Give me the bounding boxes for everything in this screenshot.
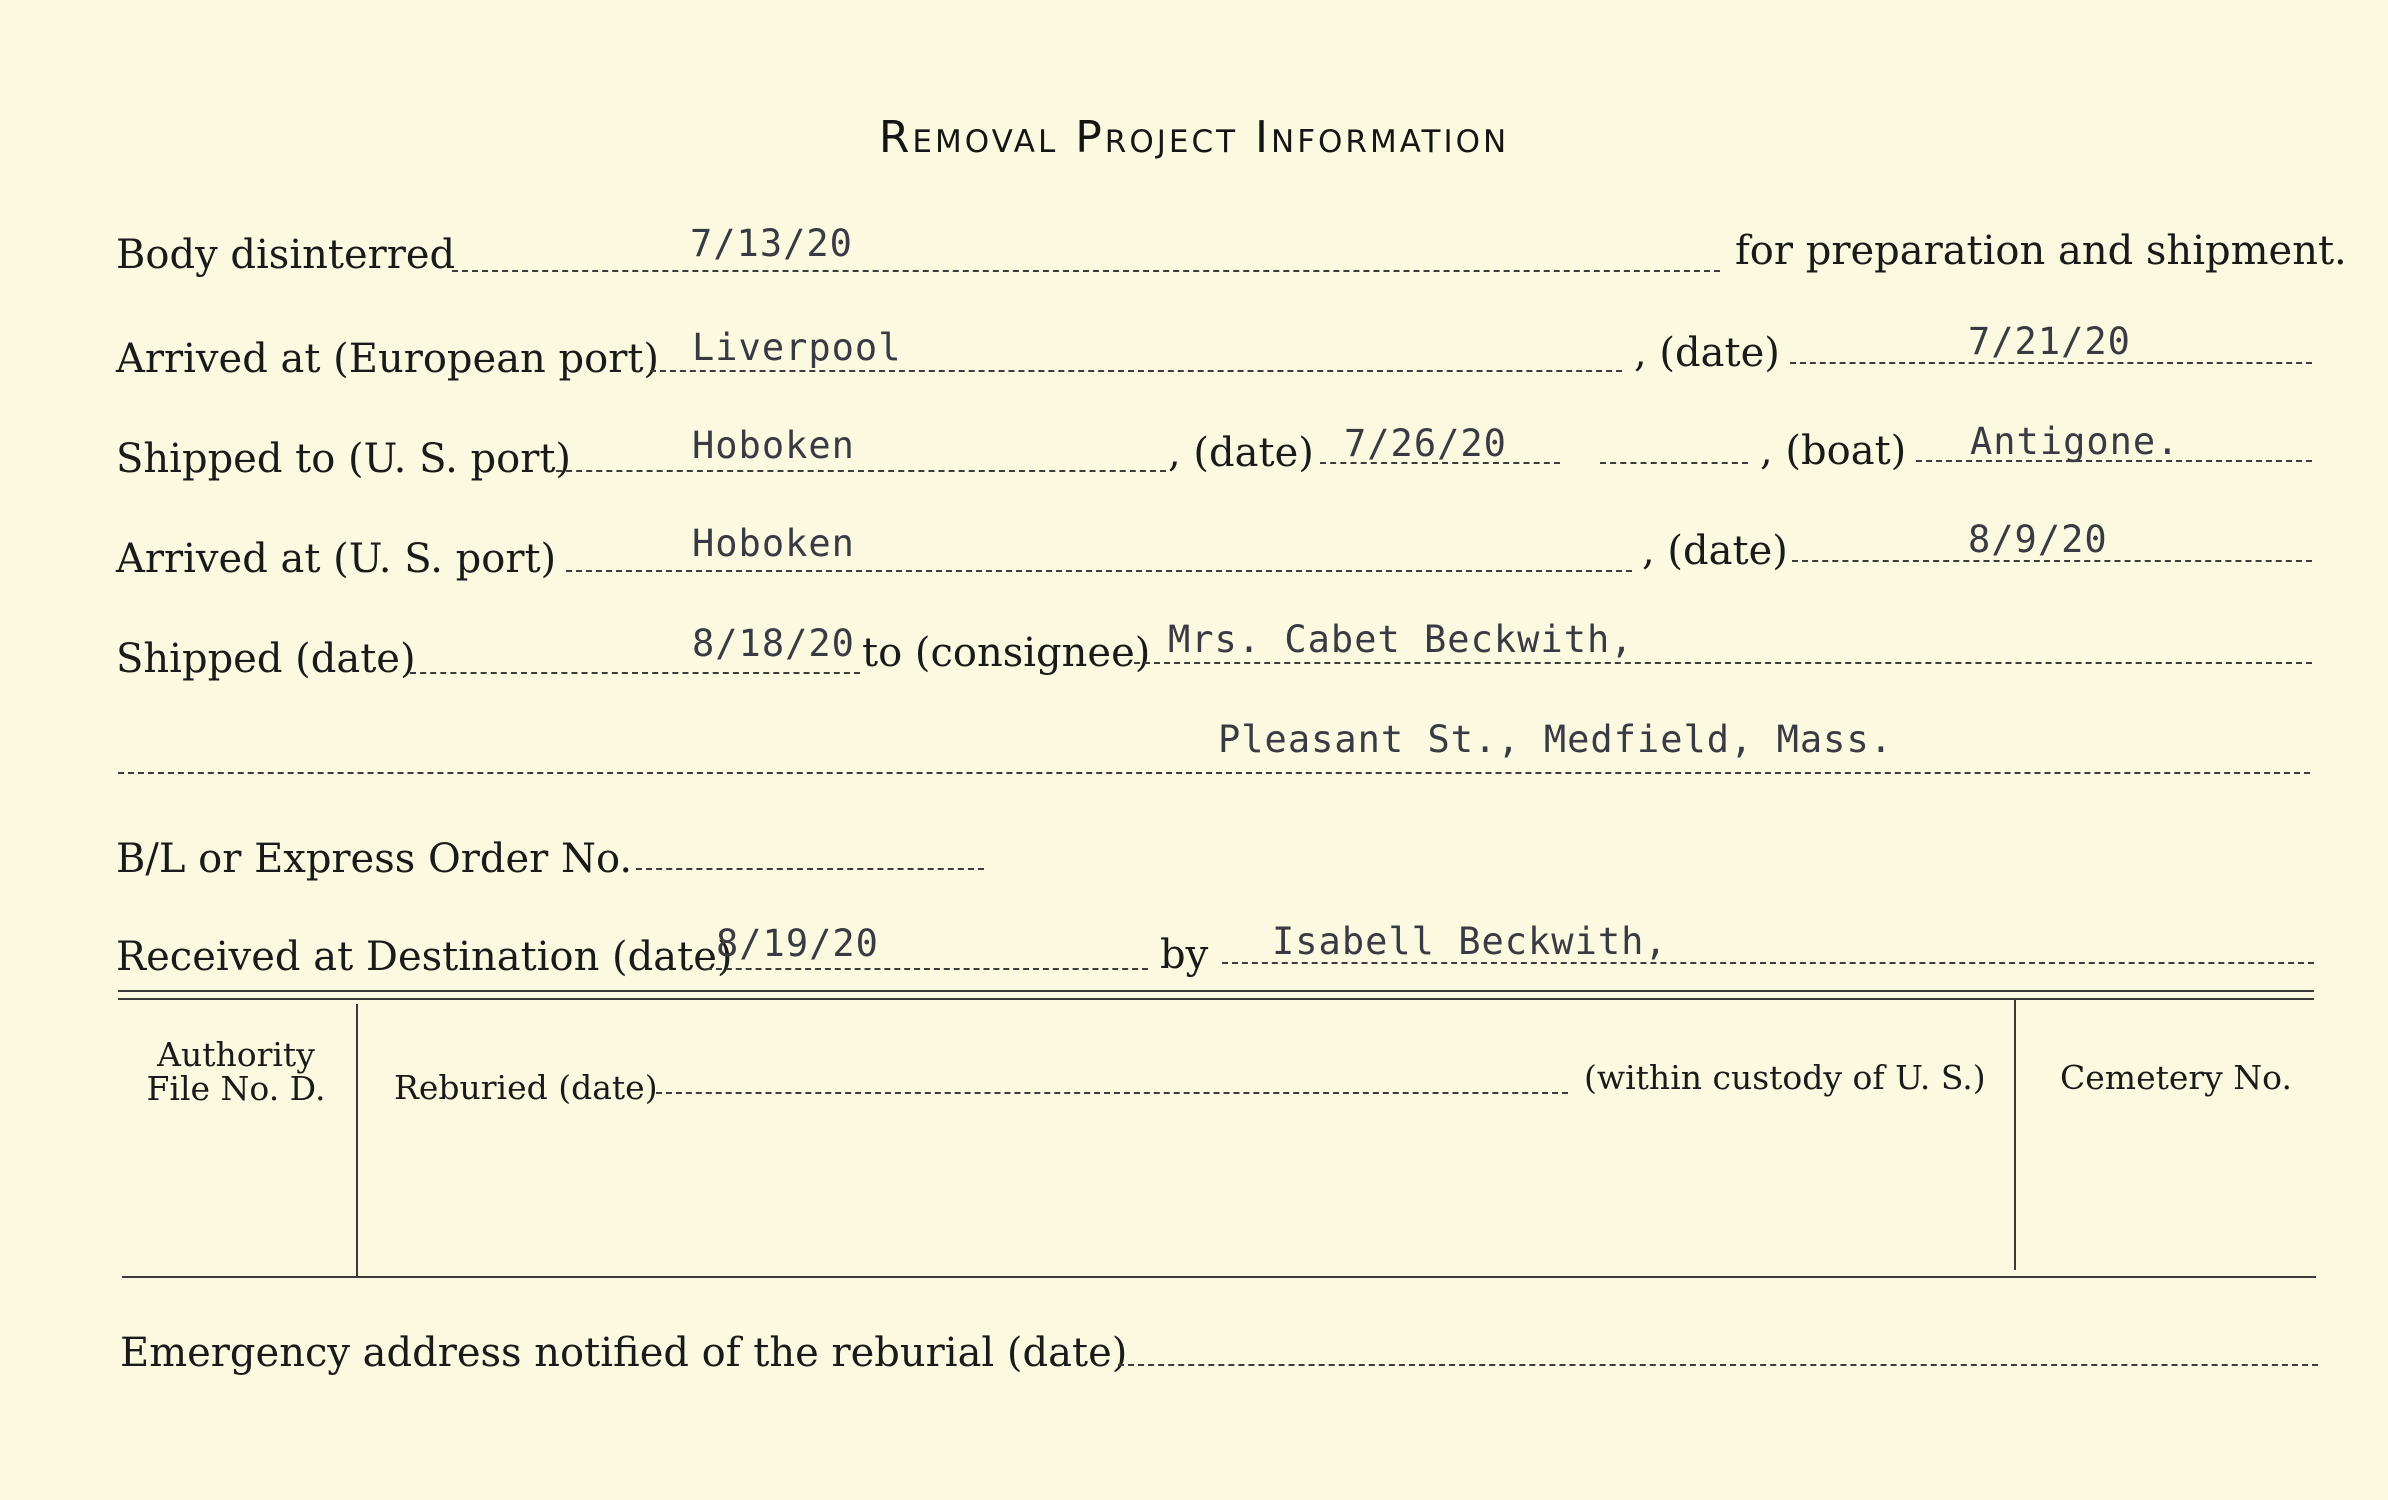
authority-file-no-line: File No. D. [146, 1069, 326, 1108]
shipped-to-us-port-value: Hoboken [692, 424, 855, 467]
arrived-us-label: Arrived at (U. S. port) [116, 536, 557, 582]
shipped-to-us-date-line-2 [1600, 462, 1748, 464]
custody-note: (within custody of U. S.) [1584, 1058, 1986, 1097]
arrived-us-date-value: 8/9/20 [1968, 518, 2108, 561]
shipped-to-us-date-label: , (date) [1168, 430, 1314, 476]
european-date-value: 7/21/20 [1968, 320, 2131, 363]
authority-label [136, 1035, 336, 1108]
boat-value: Antigone. [1970, 420, 2180, 463]
cemetery-no-label: Cemetery No. [2060, 1058, 2292, 1097]
box-divider-right [2014, 1000, 2016, 1270]
boat-label: , (boat) [1760, 428, 1907, 474]
arrived-european-label: Arrived at (European port) [116, 336, 660, 382]
arrived-us-port-value: Hoboken [692, 522, 855, 565]
us-port-line [556, 470, 1166, 472]
shipped-date-label: Shipped (date) [116, 636, 416, 682]
received-by-label: by [1160, 932, 1209, 978]
address-line [118, 772, 2310, 774]
received-date-line [706, 968, 1148, 970]
card-title: Removal Project Information [878, 112, 1510, 163]
bl-order-line [636, 868, 984, 870]
european-port-value: Liverpool [692, 326, 902, 369]
box-top-rule-2 [118, 998, 2314, 1000]
european-port-line [650, 370, 1622, 372]
shipped-date-line [410, 672, 860, 674]
disinterred-line [452, 270, 1720, 272]
bl-order-label: B/L or Express Order No. [116, 836, 633, 882]
european-date-label: , (date) [1634, 330, 1780, 376]
shipped-to-us-label: Shipped to (U. S. port) [116, 436, 571, 482]
arrived-us-date-label: , (date) [1642, 528, 1788, 574]
emergency-label: Emergency address notified of the reburial (date) [120, 1330, 1128, 1376]
disinterred-date-value: 7/13/20 [690, 222, 853, 265]
emergency-line [1118, 1364, 2318, 1366]
shipped-date-value: 8/18/20 [692, 622, 855, 665]
box-divider-left [356, 1004, 358, 1278]
authority-line-1: Authority [157, 1035, 315, 1074]
received-date-value: 8/19/20 [716, 922, 879, 965]
consignee-line [1134, 662, 2312, 664]
box-bottom-rule [122, 1276, 2316, 1278]
reburied-label: Reburied (date) [394, 1068, 658, 1107]
box-top-rule-1 [118, 990, 2314, 992]
consignee-label: to (consignee) [862, 630, 1151, 676]
disinterred-suffix: for preparation and shipment. [1735, 228, 2347, 274]
received-by-value: Isabell Beckwith, [1272, 920, 1668, 963]
body-disinterred-label: Body disinterred [116, 232, 456, 278]
consignee-value: Mrs. Cabet Beckwith, [1168, 618, 1634, 661]
consignee-address-value: Pleasant St., Medfield, Mass. [1218, 718, 1894, 761]
reburied-line [656, 1092, 1568, 1094]
received-label: Received at Destination (date) [116, 934, 733, 980]
arrived-us-port-line [566, 570, 1632, 572]
shipped-to-us-date-value: 7/26/20 [1344, 422, 1507, 465]
